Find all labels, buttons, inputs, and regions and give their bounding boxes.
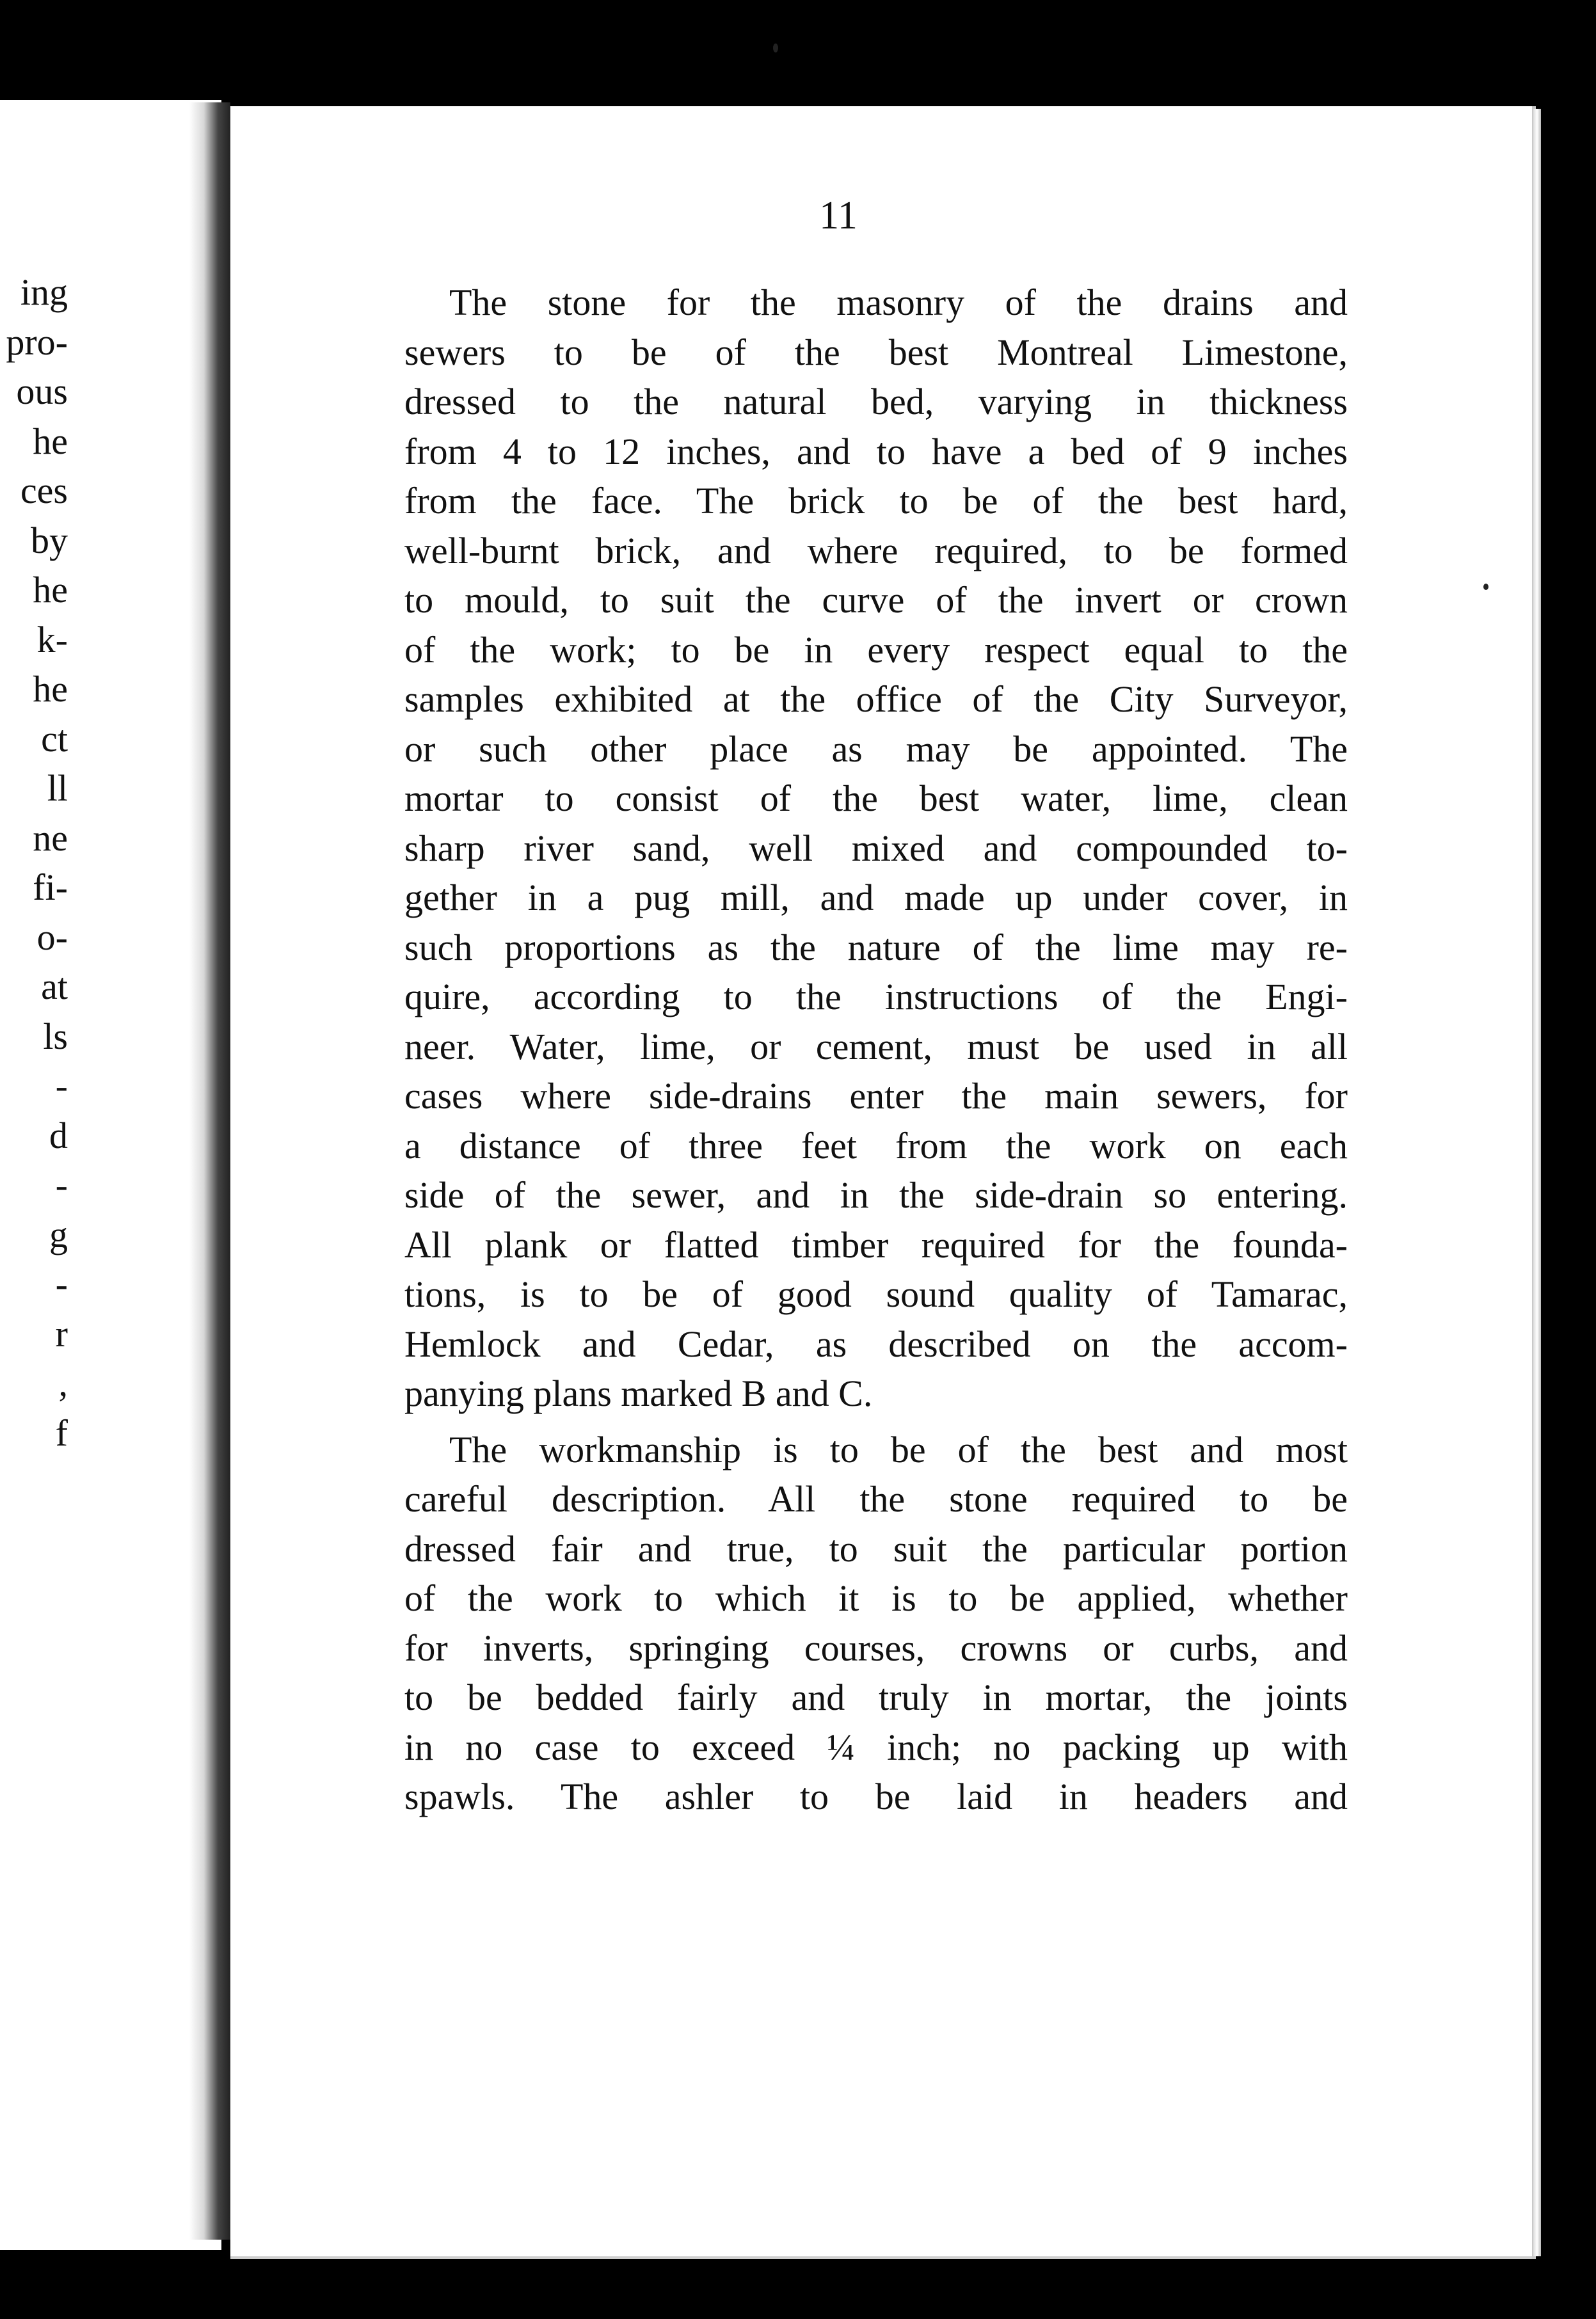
text-line: side of the sewer, and in the side-drain so entering. bbox=[404, 1174, 1348, 1216]
text-line: sewers to be of the best Montreal Limestone, bbox=[404, 331, 1348, 373]
text-line: tions, is to be of good sound quality of Tamarac, bbox=[404, 1273, 1348, 1315]
fragment-line: - bbox=[55, 1164, 68, 1206]
text-line: dressed fair and true, to suit the particular portion bbox=[404, 1527, 1348, 1570]
text-line: Hemlock and Cedar, as described on the accom- bbox=[404, 1323, 1348, 1365]
text-line: All plank or flatted timber required for the founda- bbox=[404, 1223, 1348, 1266]
text-line: panying plans marked B and C. bbox=[404, 1373, 873, 1414]
text-line: mortar to consist of the best water, lime, clean bbox=[404, 777, 1348, 819]
text-line: careful description. All the stone required to be bbox=[404, 1478, 1348, 1520]
fragment-line: he bbox=[33, 668, 68, 710]
fragment-line: g bbox=[49, 1213, 68, 1255]
fragment-line: ing bbox=[20, 271, 68, 313]
fragment-line: d bbox=[49, 1114, 68, 1156]
fragment-line: ls bbox=[43, 1015, 68, 1057]
fragment-line: ne bbox=[33, 817, 68, 859]
text-line: The workmanship is to be of the best and most bbox=[449, 1428, 1348, 1470]
text-line: well-burnt brick, and where required, to be formed bbox=[404, 529, 1348, 571]
text-line: for inverts, springing courses, crowns or curbs, and bbox=[404, 1627, 1348, 1669]
text-line: spawls. The ashler to be laid in headers and bbox=[404, 1776, 1348, 1817]
fragment-line: r bbox=[55, 1312, 68, 1355]
fragment-line: f bbox=[55, 1412, 68, 1454]
text-line: a distance of three feet from the work on each bbox=[404, 1124, 1348, 1167]
text-line: such proportions as the nature of the lime may re- bbox=[404, 926, 1348, 968]
left-page-text-fragments bbox=[0, 267, 77, 1458]
text-line: neer. Water, lime, or cement, must be used in all bbox=[404, 1025, 1348, 1067]
text-line: sharp river sand, well mixed and compounded to- bbox=[404, 827, 1348, 869]
text-line: from the face. The brick to be of the best hard, bbox=[404, 480, 1348, 522]
text-line: to be bedded fairly and truly in mortar, the joints bbox=[404, 1677, 1348, 1718]
text-line: of the work to which it is to be applied, whether bbox=[404, 1577, 1348, 1619]
fragment-line: - bbox=[55, 1263, 68, 1305]
body-text bbox=[404, 278, 1348, 1822]
fragment-line: ll bbox=[47, 767, 68, 809]
fragment-line: he bbox=[33, 569, 68, 610]
text-line: in no case to exceed ¼ inch; no packing up with bbox=[404, 1726, 1348, 1768]
scan-speck bbox=[773, 44, 778, 52]
fragment-line: o- bbox=[36, 916, 68, 958]
text-line: gether in a pug mill, and made up under cover, in bbox=[404, 877, 1348, 918]
text-line: to mould, to suit the curve of the invert or crown bbox=[404, 579, 1348, 621]
fragment-line: k- bbox=[36, 618, 68, 660]
text-line: of the work; to be in every respect equal to the bbox=[404, 628, 1348, 671]
fragment-line: fi- bbox=[33, 866, 68, 908]
fragment-line: by bbox=[31, 519, 68, 561]
text-line: The stone for the masonry of the drains and bbox=[449, 282, 1348, 323]
scan-speck bbox=[1483, 584, 1488, 590]
fragment-line: he bbox=[33, 420, 68, 462]
fragment-line: at bbox=[41, 966, 68, 1007]
fragment-line: - bbox=[55, 1065, 68, 1106]
text-line: quire, according to the instructions of the Engi- bbox=[404, 976, 1348, 1017]
book-gutter-shadow bbox=[189, 102, 230, 2240]
fragment-line: ous bbox=[16, 371, 68, 412]
fragment-line: , bbox=[58, 1362, 68, 1404]
text-line: cases where side-drains enter the main sewers, for bbox=[404, 1075, 1348, 1117]
fragment-line: pro- bbox=[6, 321, 68, 363]
text-line: samples exhibited at the office of the City Surveyor, bbox=[404, 678, 1348, 720]
text-line: or such other place as may be appointed. The bbox=[404, 728, 1348, 770]
page-number: 11 bbox=[819, 194, 858, 237]
text-line: from 4 to 12 inches, and to have a bed of 9 inches bbox=[404, 430, 1348, 472]
fragment-line: ct bbox=[41, 717, 68, 760]
fragment-line: ces bbox=[20, 470, 68, 511]
text-line: dressed to the natural bed, varying in thickness bbox=[404, 381, 1348, 422]
page-edge bbox=[1533, 109, 1541, 2256]
